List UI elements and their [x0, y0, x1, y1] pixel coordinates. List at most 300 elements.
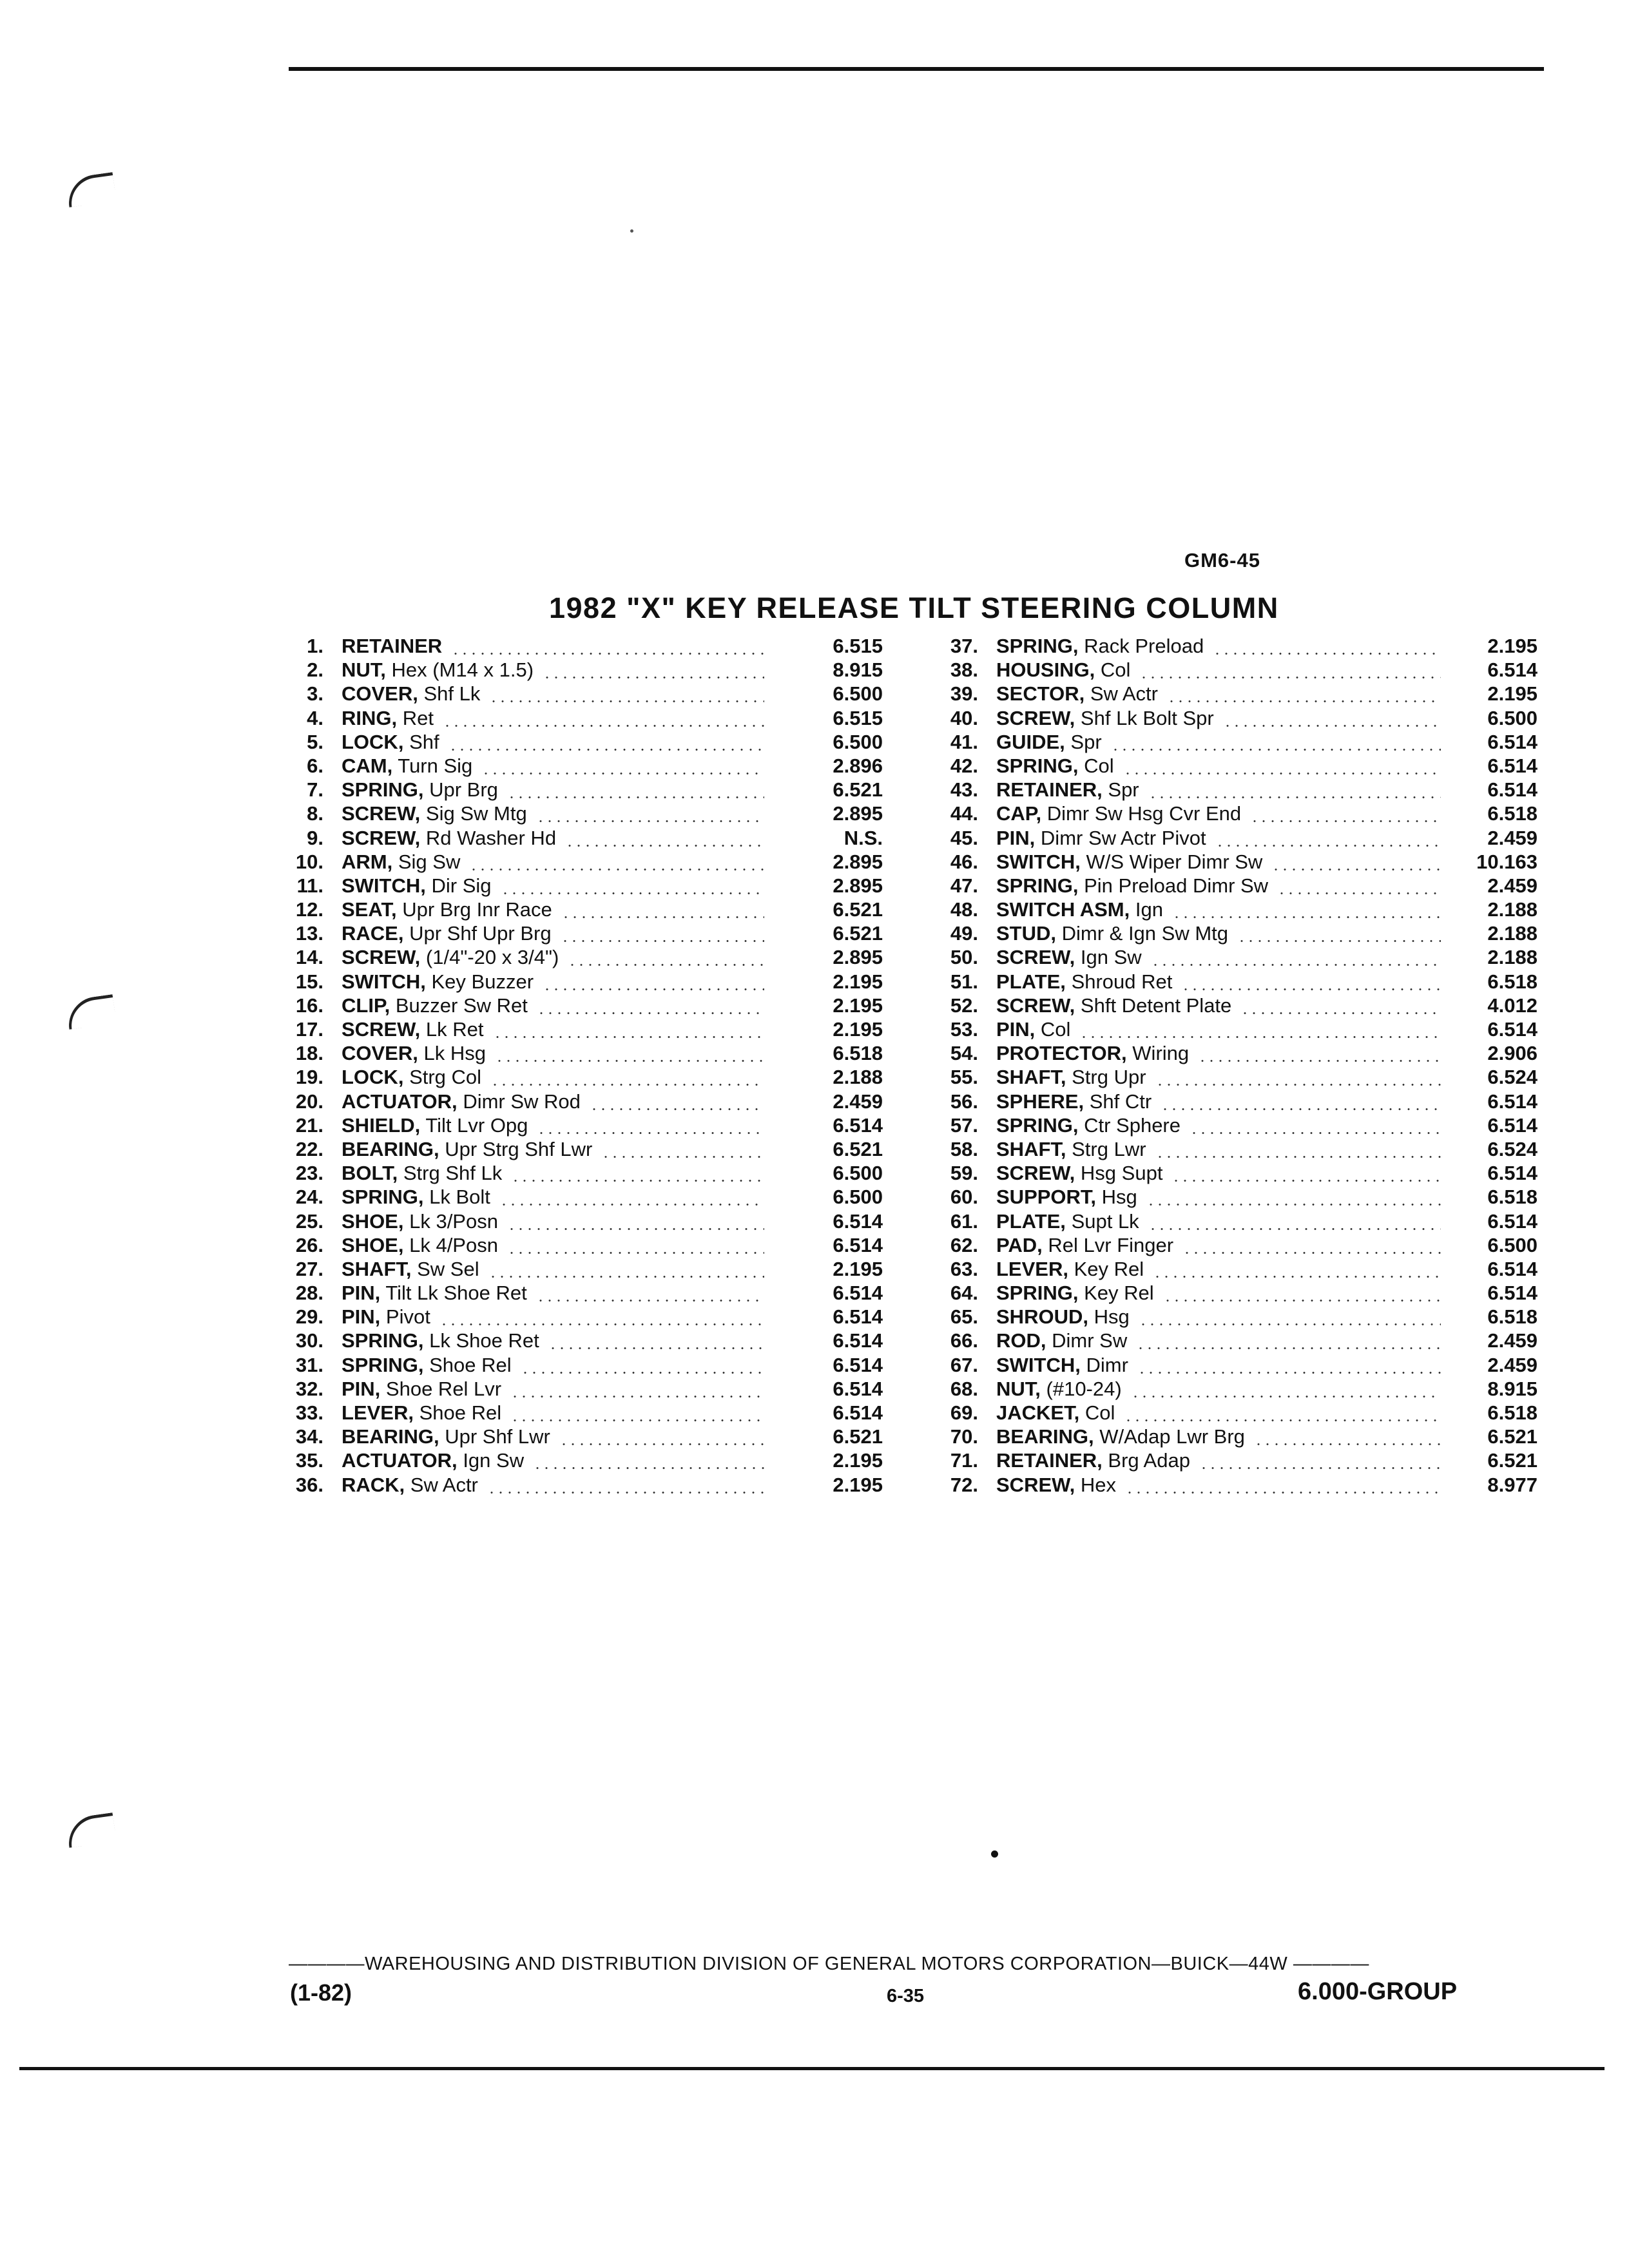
group-number: 6.518: [1487, 970, 1537, 993]
part-description: Brg Adap: [1108, 1449, 1190, 1472]
dot-leader: [507, 1252, 764, 1254]
part-row: [938, 1065, 1537, 1089]
group-number: 2.188: [1487, 922, 1537, 945]
group-number: 6.524: [1487, 1066, 1537, 1089]
part-number: 72.: [950, 1473, 978, 1496]
part-name: [996, 850, 1262, 874]
part-row: [938, 921, 1537, 945]
part-name-bold: SCREW,: [996, 1473, 1075, 1496]
part-description: Wiring: [1132, 1042, 1190, 1065]
dot-leader: [488, 1276, 764, 1278]
dot-leader: [1153, 1276, 1441, 1278]
part-number: 11.: [296, 874, 323, 897]
part-number: 6.: [307, 754, 323, 777]
binder-mark-1: [65, 172, 117, 207]
part-name: [342, 970, 534, 994]
part-number: 24.: [295, 1186, 323, 1209]
dot-leader: [543, 988, 764, 990]
part-description: Rd Washer Hd: [425, 826, 557, 849]
part-row: [938, 706, 1537, 730]
part-name: [996, 921, 1228, 945]
part-row: [284, 1401, 883, 1425]
part-description: Col: [1084, 1401, 1115, 1424]
part-number: 60.: [950, 1186, 978, 1209]
part-name-bold: SHAFT,: [342, 1257, 412, 1280]
dot-leader: [1111, 749, 1441, 751]
part-row: [938, 1161, 1537, 1185]
part-name-bold: SHIELD,: [342, 1113, 421, 1137]
part-description: Ign: [1135, 898, 1163, 921]
part-name-bold: SPRING,: [996, 874, 1079, 897]
part-name-bold: SHAFT,: [996, 1137, 1066, 1160]
part-number: 29.: [295, 1305, 323, 1329]
group-number: 8.977: [1487, 1473, 1537, 1496]
part-row: [284, 658, 883, 682]
part-description: Ign Sw: [463, 1449, 525, 1472]
part-name: [342, 826, 556, 850]
part-name-bold: PIN,: [342, 1282, 381, 1305]
group-number: 6.521: [1487, 1449, 1537, 1472]
part-name: [342, 802, 527, 825]
part-name-bold: SCREW,: [996, 706, 1075, 729]
group-number: 2.195: [1487, 682, 1537, 706]
part-description: Shf: [409, 730, 439, 753]
group-number: N.S.: [843, 826, 883, 849]
part-number: 49.: [950, 922, 978, 945]
part-number: 1.: [307, 635, 323, 657]
part-number: 46.: [950, 850, 978, 873]
part-description: Rel Lvr Finger: [1048, 1233, 1174, 1256]
part-number: 63.: [950, 1257, 978, 1280]
group-number: 10.163: [1476, 850, 1537, 873]
part-number: 8.: [307, 802, 323, 825]
group-number: 8.915: [1487, 1377, 1537, 1400]
dot-leader: [561, 940, 764, 942]
part-name: [996, 1065, 1146, 1089]
group-number: 2.195: [833, 1473, 883, 1496]
footer-date: (1-82): [290, 1979, 352, 2006]
group-number: 6.514: [1487, 1209, 1537, 1233]
part-row: [284, 1137, 883, 1161]
part-description: Upr Brg: [429, 778, 498, 802]
part-name: [342, 898, 552, 921]
part-row: [938, 778, 1537, 802]
part-number: 25.: [295, 1209, 323, 1233]
part-name-bold: BEARING,: [996, 1425, 1094, 1448]
dot-leader: [469, 869, 764, 870]
group-number: 2.188: [1487, 898, 1537, 921]
part-name-bold: PIN,: [342, 1305, 381, 1329]
part-row: [938, 1137, 1537, 1161]
part-name: [342, 1377, 501, 1401]
part-name-bold: SHROUD,: [996, 1305, 1088, 1329]
part-name-bold: SWITCH,: [342, 874, 426, 897]
part-name-bold: CAM,: [342, 754, 393, 777]
dot-leader: [1198, 1060, 1441, 1062]
part-row: [938, 1041, 1537, 1065]
part-name-bold: RETAINER,: [996, 778, 1103, 802]
dot-leader: [601, 1156, 764, 1158]
part-number: 10.: [295, 850, 323, 873]
part-description: Hex: [1080, 1473, 1117, 1496]
dot-leader: [559, 1443, 764, 1445]
part-description: Lk Bolt: [429, 1186, 490, 1209]
dot-leader: [543, 677, 764, 678]
part-name: [342, 1065, 481, 1089]
part-name: [996, 1257, 1144, 1281]
part-number: 23.: [295, 1162, 323, 1185]
group-number: 6.514: [833, 1353, 883, 1376]
part-name: [996, 730, 1102, 754]
dot-leader: [537, 1012, 764, 1014]
part-row: [284, 1377, 883, 1401]
group-number: 2.195: [833, 1449, 883, 1472]
dot-leader: [1079, 1036, 1441, 1038]
part-description: Dimr Sw Rod: [463, 1090, 581, 1113]
group-number: 2.459: [1487, 874, 1537, 897]
part-name-bold: ACTUATOR,: [342, 1090, 458, 1113]
part-name: [996, 945, 1142, 969]
part-name-bold: COVER,: [342, 1042, 418, 1065]
dot-leader: [1125, 1492, 1441, 1494]
part-name: [996, 682, 1158, 706]
part-row: [284, 706, 883, 730]
part-number: 67.: [950, 1353, 978, 1376]
group-number: 2.459: [1487, 1353, 1537, 1376]
part-name-bold: PIN,: [996, 1018, 1036, 1041]
group-number: 2.195: [833, 1257, 883, 1280]
part-row: [938, 802, 1537, 825]
part-name: [996, 634, 1204, 658]
part-description: Lk Hsg: [423, 1042, 486, 1065]
part-row: [938, 1473, 1537, 1497]
part-number: 59.: [950, 1162, 978, 1185]
dot-leader: [568, 964, 764, 966]
dot-leader: [1161, 1108, 1441, 1110]
part-row: [284, 1113, 883, 1137]
part-description: Dimr & Ign Sw Mtg: [1061, 922, 1229, 945]
part-row: [938, 1185, 1537, 1209]
part-row: [938, 1281, 1537, 1305]
dot-leader: [481, 773, 764, 774]
group-number: 2.195: [833, 970, 883, 993]
part-name-bold: RACK,: [342, 1473, 405, 1496]
part-number: 42.: [950, 754, 978, 777]
part-name: [342, 1305, 430, 1329]
part-name-bold: NUT,: [342, 658, 386, 682]
part-description: Shoe Rel: [419, 1401, 502, 1424]
part-number: 47.: [950, 874, 978, 897]
part-name: [342, 850, 460, 874]
part-description: Tilt Lvr Opg: [425, 1113, 528, 1137]
group-number: 6.514: [1487, 1113, 1537, 1137]
dot-leader: [1155, 1156, 1441, 1158]
part-number: 64.: [950, 1282, 978, 1305]
part-description: Col: [1100, 658, 1131, 682]
part-name: [342, 1017, 484, 1041]
part-description: Shoe Rel: [429, 1353, 512, 1376]
group-number: 6.518: [1487, 802, 1537, 825]
part-description: (1/4"-20 x 3/4"): [425, 946, 559, 969]
part-name: [996, 826, 1206, 850]
part-number: 41.: [950, 730, 978, 753]
part-name-bold: SCREW,: [996, 994, 1075, 1017]
dot-leader: [536, 820, 764, 822]
part-number: 32.: [295, 1377, 323, 1400]
dot-leader: [495, 1060, 764, 1062]
part-row: [938, 1090, 1537, 1113]
part-name-bold: ACTUATOR,: [342, 1449, 458, 1472]
part-name: [342, 1473, 478, 1497]
part-row: [284, 1473, 883, 1497]
part-row: [284, 850, 883, 874]
part-name: [342, 1329, 539, 1352]
part-name-bold: SPRING,: [996, 1282, 1079, 1305]
part-name: [996, 970, 1172, 994]
part-name: [342, 945, 559, 969]
part-row: [284, 994, 883, 1017]
part-description: Hsg: [1101, 1186, 1137, 1209]
part-name: [996, 1353, 1128, 1377]
group-number: 2.459: [833, 1090, 883, 1113]
part-name-bold: SPRING,: [342, 1329, 424, 1352]
group-number: 6.514: [833, 1401, 883, 1424]
part-name: [342, 1137, 592, 1161]
dot-leader: [1139, 677, 1441, 678]
dot-leader: [590, 1108, 764, 1110]
dot-leader: [489, 700, 764, 702]
part-description: Strg Shf Lk: [403, 1162, 503, 1185]
group-number: 2.896: [833, 754, 883, 777]
part-name-bold: SCREW,: [996, 946, 1075, 969]
part-row: [938, 658, 1537, 682]
part-number: 12.: [295, 898, 323, 921]
part-name: [996, 706, 1214, 730]
part-number: 40.: [950, 706, 978, 729]
part-description: Supt Lk: [1071, 1209, 1139, 1233]
part-number: 69.: [950, 1401, 978, 1424]
dot-leader: [533, 1467, 764, 1469]
part-row: [938, 682, 1537, 706]
part-row: [284, 1448, 883, 1472]
part-name: [996, 658, 1130, 682]
part-name: [996, 1473, 1116, 1497]
part-name-bold: SEAT,: [342, 898, 397, 921]
dot-leader: [439, 1323, 764, 1325]
dot-leader: [507, 796, 764, 798]
part-name: [342, 1257, 479, 1281]
dot-leader: [1124, 1419, 1441, 1421]
footer-page-number: 6-35: [887, 1986, 925, 2006]
part-row: [938, 1257, 1537, 1281]
part-number: 68.: [950, 1377, 978, 1400]
part-description: Upr Shf Lwr: [445, 1425, 550, 1448]
dot-leader: [1181, 988, 1441, 990]
part-row: [284, 1041, 883, 1065]
part-number: 2.: [307, 658, 323, 682]
dot-leader: [1277, 892, 1441, 894]
part-number: 31.: [295, 1353, 323, 1376]
part-description: Ret: [402, 706, 434, 729]
part-row: [938, 970, 1537, 994]
part-name: [996, 1329, 1127, 1352]
group-number: 6.514: [833, 1282, 883, 1305]
part-number: 35.: [295, 1449, 323, 1472]
part-description: Shoe Rel Lvr: [385, 1377, 502, 1400]
dot-leader: [510, 1396, 764, 1398]
part-name: [342, 1448, 524, 1472]
part-description: Shf Ctr: [1089, 1090, 1152, 1113]
dot-leader: [501, 892, 764, 894]
group-number: 6.514: [1487, 1162, 1537, 1185]
part-name-bold: SWITCH,: [996, 850, 1081, 873]
part-number: 33.: [295, 1401, 323, 1424]
part-name-bold: SWITCH ASM,: [996, 898, 1130, 921]
part-name-bold: PIN,: [342, 1377, 381, 1400]
part-name: [996, 1377, 1122, 1401]
part-number: 22.: [295, 1137, 323, 1160]
group-number: 6.514: [833, 1233, 883, 1256]
dot-leader: [548, 1347, 764, 1349]
part-description: Strg Lwr: [1072, 1137, 1146, 1160]
part-name-bold: BOLT,: [342, 1162, 398, 1185]
part-row: [284, 730, 883, 754]
part-row: [284, 1281, 883, 1305]
group-number: 2.195: [833, 1018, 883, 1041]
part-description: Sw Sel: [417, 1257, 479, 1280]
part-number: 3.: [307, 682, 323, 706]
part-name-bold: RETAINER: [342, 635, 443, 657]
group-number: 6.524: [1487, 1137, 1537, 1160]
part-name-bold: SWITCH,: [996, 1353, 1081, 1376]
group-number: 6.518: [1487, 1401, 1537, 1424]
part-name-bold: SPRING,: [342, 1353, 424, 1376]
group-number: 6.514: [1487, 1018, 1537, 1041]
dot-leader: [510, 1419, 764, 1421]
dot-leader: [490, 1084, 764, 1086]
part-row: [938, 1448, 1537, 1472]
dot-leader: [1237, 940, 1441, 942]
part-row: [284, 1209, 883, 1233]
part-number: 19.: [295, 1066, 323, 1089]
part-number: 30.: [295, 1329, 323, 1352]
part-name-bold: SECTOR,: [996, 682, 1085, 706]
top-rule: [289, 67, 1544, 71]
part-name-bold: RETAINER,: [996, 1449, 1103, 1472]
part-description: Sw Actr: [1090, 682, 1158, 706]
part-row: [284, 1090, 883, 1113]
part-name-bold: SCREW,: [342, 1018, 421, 1041]
part-name: [342, 1209, 498, 1233]
part-number: 15.: [295, 970, 323, 993]
part-row: [284, 1353, 883, 1377]
part-name: [342, 994, 528, 1017]
part-row: [938, 1329, 1537, 1352]
part-name: [342, 874, 492, 898]
part-name: [342, 1425, 550, 1448]
part-row: [938, 1401, 1537, 1425]
group-number: 4.012: [1487, 994, 1537, 1017]
part-description: Hsg Supt: [1080, 1162, 1163, 1185]
part-number: 28.: [295, 1282, 323, 1305]
group-number: 6.521: [833, 898, 883, 921]
part-name: [342, 1353, 512, 1377]
group-number: 6.518: [1487, 1186, 1537, 1209]
group-number: 2.895: [833, 946, 883, 969]
part-name-bold: LEVER,: [996, 1257, 1068, 1280]
dot-leader: [487, 1492, 764, 1494]
part-number: 62.: [950, 1233, 978, 1256]
part-row: [284, 1257, 883, 1281]
part-description: Upr Strg Shf Lwr: [445, 1137, 593, 1160]
group-number: 2.195: [833, 994, 883, 1017]
dot-leader: [1254, 1443, 1441, 1445]
part-name-bold: SWITCH,: [342, 970, 426, 993]
part-number: 39.: [950, 682, 978, 706]
part-name-bold: PLATE,: [996, 1209, 1066, 1233]
group-number: 6.515: [833, 635, 883, 657]
dot-leader: [1199, 1467, 1441, 1469]
part-row: [938, 874, 1537, 898]
part-name: [342, 1113, 528, 1137]
part-description: Dir Sig: [431, 874, 492, 897]
group-number: 6.514: [1487, 658, 1537, 682]
group-number: 6.514: [1487, 754, 1537, 777]
part-name: [342, 1233, 498, 1257]
part-row: [938, 1017, 1537, 1041]
part-number: 17.: [295, 1018, 323, 1041]
part-row: [938, 634, 1537, 658]
group-number: 2.188: [833, 1066, 883, 1089]
part-name-bold: GUIDE,: [996, 730, 1065, 753]
dot-leader: [1171, 1180, 1441, 1182]
part-row: [284, 778, 883, 802]
page-title: 1982 "X" KEY RELEASE TILT STEERING COLUMN: [549, 591, 1279, 624]
group-number: 2.895: [833, 802, 883, 825]
part-name-bold: SCREW,: [342, 946, 421, 969]
part-name-bold: SPRING,: [342, 778, 424, 802]
part-name-bold: PROTECTOR,: [996, 1042, 1127, 1065]
part-row: [938, 850, 1537, 874]
group-number: 6.514: [1487, 778, 1537, 802]
part-name: [342, 921, 552, 945]
group-number: 6.500: [833, 730, 883, 753]
part-number: 50.: [950, 946, 978, 969]
dot-leader: [536, 1300, 764, 1302]
part-description: Lk 3/Posn: [409, 1209, 498, 1233]
part-name-bold: SCREW,: [342, 802, 421, 825]
part-description: Key Rel: [1074, 1257, 1144, 1280]
part-name: [342, 730, 439, 754]
part-description: Tilt Lk Shoe Ret: [385, 1282, 527, 1305]
part-row: [938, 945, 1537, 969]
dot-leader: [1136, 1347, 1441, 1349]
part-name-bold: SPHERE,: [996, 1090, 1084, 1113]
dot-leader: [443, 725, 764, 727]
part-name: [996, 1209, 1139, 1233]
part-name: [996, 1161, 1162, 1185]
part-number: 65.: [950, 1305, 978, 1329]
parts-list-right: [938, 634, 1537, 1497]
dot-leader: [451, 653, 764, 655]
part-number: 43.: [950, 778, 978, 802]
group-number: 6.521: [833, 922, 883, 945]
group-number: 2.895: [833, 850, 883, 873]
dot-leader: [448, 749, 764, 751]
part-row: [284, 1185, 883, 1209]
part-description: Sw Actr: [410, 1473, 478, 1496]
part-name: [342, 754, 472, 778]
